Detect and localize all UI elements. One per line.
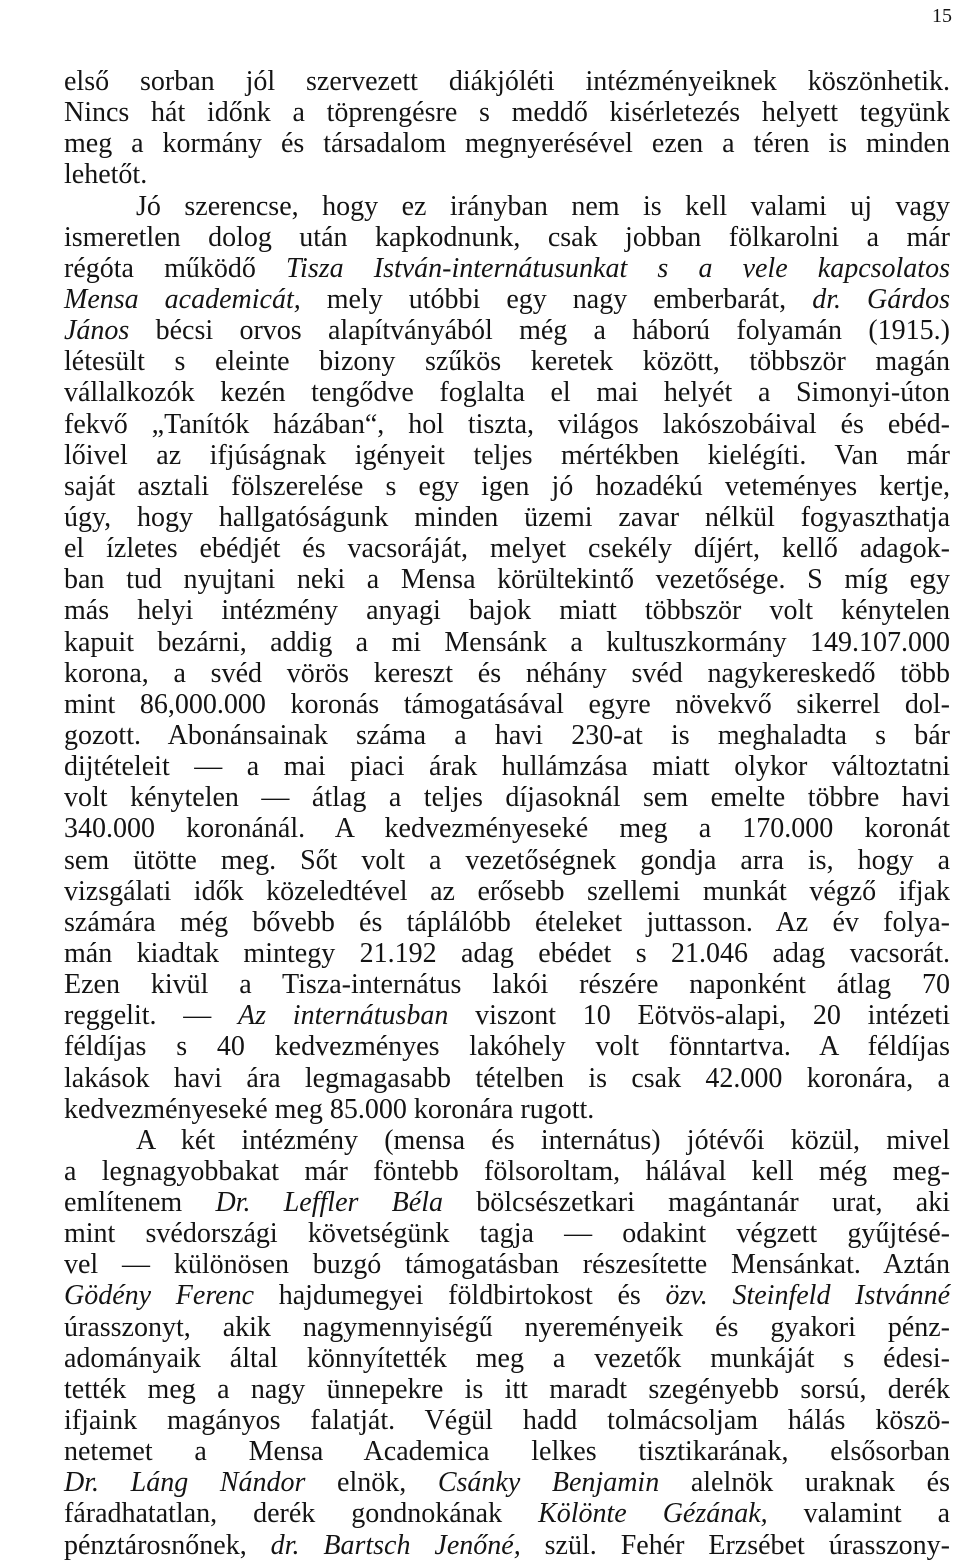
text-segment: sem ütötte meg. Sőt volt a vezetőségnek gondja arra is, hogy a — [64, 844, 950, 876]
text-line — [64, 1218, 950, 1249]
text-line — [64, 1374, 950, 1405]
text-line — [64, 346, 950, 377]
text-line — [64, 66, 950, 97]
text-line — [64, 969, 950, 1000]
text-segment: viszont 10 Eötvös-alapi, 20 intézeti — [448, 1000, 950, 1032]
text-segment: adományaik által könnyítették meg a vezetők munkáját s édesi- — [64, 1342, 950, 1374]
text-line — [64, 1467, 950, 1498]
italic-text: özv. Steinfeld Istvánné — [665, 1280, 951, 1312]
text-segment: pénztárosnőnek, — [64, 1529, 271, 1561]
text-line — [64, 751, 950, 782]
text-segment: kapuit bezárni, addig a mi Mensánk a kultuszkormány 149.107.000 — [64, 626, 950, 658]
text-segment: mely utóbbi egy nagy emberbarát, — [300, 283, 813, 315]
text-line — [64, 813, 950, 844]
text-segment: féldíjas s 40 kedvezményes lakóhely volt fönntartva. A féldíjas — [64, 1031, 950, 1063]
text-line — [64, 1280, 950, 1311]
text-segment: fáradhatatlan, derék gondnokának — [64, 1498, 539, 1530]
text-segment: számára még bővebb és táplálóbb ételeket juttasson. Az év folya- — [64, 906, 950, 938]
text-segment: szül. Fehér Erzsébet úrasszony- — [520, 1529, 950, 1561]
text-segment: volt kénytelen — átlag a teljes díjasoknál sem emelte többre havi — [64, 782, 950, 814]
text-segment: létesült s eleinte bizony szűkös keretek között, többször magán — [64, 346, 950, 378]
text-line — [64, 191, 950, 222]
italic-text: Kölönte Gézának, — [538, 1498, 768, 1530]
text-line — [64, 1094, 950, 1125]
text-segment: A két intézmény (mensa és internátus) jótévői közül, mivel — [136, 1124, 950, 1156]
text-line — [64, 1405, 950, 1436]
text-segment: bölcsészetkari magántanár urat, aki — [442, 1187, 950, 1219]
text-segment: gozott. Abonánsainak száma a havi 230-at is meghaladta s bár — [64, 719, 950, 751]
text-segment: mint svédországi követségünk tagja — odakint végzett gyűjtésé- — [64, 1218, 950, 1250]
text-line — [64, 1187, 950, 1218]
text-segment: úrasszonyt, akik nagymennyiségű nyereményeik és gyakori pénz- — [64, 1311, 950, 1343]
text-line — [64, 1312, 950, 1343]
text-segment: reggelit. — — [64, 1000, 239, 1032]
italic-text: dr. Bartsch Jenőné, — [270, 1529, 521, 1561]
text-segment: régóta működő — [64, 252, 287, 284]
text-segment: dijtételeit — a mai piaci árak hullámzása miatt olykor változtatni — [64, 751, 950, 783]
text-segment: el ízletes ebédjét és vacsoráját, melyet csekély díjért, kellő adagok- — [64, 533, 950, 565]
text-line — [64, 471, 950, 502]
text-line — [64, 502, 950, 533]
text-segment: meg a kormány és társadalom megnyerésével ezen a téren is minden — [64, 128, 950, 160]
italic-text: Dr. Leffler Béla — [215, 1187, 443, 1219]
text-line — [64, 1249, 950, 1280]
italic-text: Tisza István-internátusunkat s a vele kapcsolatos — [286, 252, 950, 284]
italic-text: Csánky Benjamin — [437, 1467, 660, 1499]
text-line — [64, 1498, 950, 1529]
text-segment: kedvezményeseké meg 85.000 koronára rugott. — [64, 1093, 595, 1125]
text-segment: hajdumegyei földbirtokost és — [254, 1280, 666, 1312]
text-line — [64, 1000, 950, 1031]
italic-text: Dr. Láng Nándor — [64, 1467, 306, 1499]
page-number: 15 — [932, 5, 952, 27]
text-segment: alelnök uraknak és — [659, 1467, 950, 1499]
text-segment: lakások havi ára legmagasabb tételben is csak 42.000 koronára, a — [64, 1062, 950, 1094]
text-segment: vel — különösen buzgó támogatásban részesítette Mensánkat. Aztán — [64, 1249, 950, 1281]
text-segment: fekvő „Tanítók házában“, hol tiszta, világos lakószobáival és ebéd- — [64, 408, 950, 440]
text-segment: lehetőt. — [64, 159, 148, 191]
text-segment: a legnagyobbakat már föntebb fölsoroltam, hálával kell még meg- — [64, 1155, 950, 1187]
text-line — [64, 564, 950, 595]
text-line — [64, 97, 950, 128]
text-line — [64, 284, 950, 315]
text-segment: mint 86,000.000 koronás támogatásával egyre növekvő sikerrel dol- — [64, 688, 950, 720]
text-line — [64, 409, 950, 440]
text-line — [64, 440, 950, 471]
text-line — [64, 627, 950, 658]
text-line — [64, 658, 950, 689]
text-segment: netemet a Mensa Academica lelkes tisztikarának, elsősorban — [64, 1436, 950, 1468]
text-segment: elnök, — [305, 1467, 438, 1499]
text-segment: más helyi intézmény anyagi bajok miatt többször volt kénytelen — [64, 595, 950, 627]
italic-text: Az internátusban — [238, 1000, 449, 1032]
text-line — [64, 128, 950, 159]
text-segment: bécsi orvos alapítványából még a háború folyamán (1915.) — [129, 315, 950, 347]
text-segment: ifjaink magányos falatját. Végül hadd tolmácsoljam hálás köszö- — [64, 1405, 950, 1437]
text-segment: vizsgálati idők közeledtével az erősebb szellemi munkát végző ifjak — [64, 875, 950, 907]
text-line — [64, 845, 950, 876]
text-segment: valamint a — [767, 1498, 950, 1530]
text-segment: említenem — [64, 1187, 216, 1219]
text-line — [64, 253, 950, 284]
text-line — [64, 159, 950, 190]
italic-text: János — [64, 315, 130, 347]
text-segment: ismeretlen dolog után kapkodnunk, csak jobban fölkarolni a már — [64, 221, 950, 253]
body-text — [64, 66, 950, 1561]
text-line — [64, 1530, 950, 1561]
text-line — [64, 377, 950, 408]
text-segment: Nincs hát időnk a töprengésre s meddő kisérletezés helyett tegyünk — [64, 97, 950, 129]
text-line — [64, 689, 950, 720]
text-line — [64, 315, 950, 346]
text-line — [64, 907, 950, 938]
text-segment: mán kiadtak mintegy 21.192 adag ebédet s 21.046 adag vacsorát. — [64, 937, 950, 969]
text-line — [64, 1125, 950, 1156]
text-line — [64, 720, 950, 751]
text-line — [64, 533, 950, 564]
text-segment: vállalkozók kezén tengődve foglalta el mai helyét a Simonyi-úton — [64, 377, 950, 409]
text-segment: Jó szerencse, hogy ez irányban nem is kell valami uj vagy — [136, 190, 950, 222]
text-segment: Ezen kivül a Tisza-internátus lakói részére naponként átlag 70 — [64, 969, 950, 1001]
text-segment: saját asztali fölszerelése s egy igen jó hozadékú veteményes kertje, — [64, 470, 950, 502]
text-line — [64, 1031, 950, 1062]
text-line — [64, 1156, 950, 1187]
text-line — [64, 595, 950, 626]
text-line — [64, 1063, 950, 1094]
text-segment: lőivel az ifjúságnak igényeit teljes mértékben kielégíti. Van már — [64, 439, 950, 471]
text-line — [64, 1343, 950, 1374]
text-segment: korona, a svéd vörös kereszt és néhány svéd nagykereskedő több — [64, 657, 950, 689]
text-segment: ban tud nyujtani neki a Mensa körültekintő vezetősége. S míg egy — [64, 564, 950, 596]
italic-text: dr. Gárdos — [812, 283, 950, 315]
text-segment: 340.000 koronánál. A kedvezményeseké meg a 170.000 koronát — [64, 813, 950, 845]
text-line — [64, 1436, 950, 1467]
text-line — [64, 782, 950, 813]
text-segment: első sorban jól szervezett diákjóléti intézményeiknek köszönhetik. — [64, 66, 950, 97]
italic-text: Gödény Ferenc — [64, 1280, 255, 1312]
text-line — [64, 938, 950, 969]
italic-text: Mensa academicát, — [64, 283, 301, 315]
text-segment: tették meg a nagy ünnepekre is itt maradt szegényebb sorsú, derék — [64, 1373, 950, 1405]
text-line — [64, 876, 950, 907]
text-segment: úgy, hogy hallgatóságunk minden üzemi zavar nélkül fogyaszthatja — [64, 501, 950, 533]
text-line — [64, 222, 950, 253]
